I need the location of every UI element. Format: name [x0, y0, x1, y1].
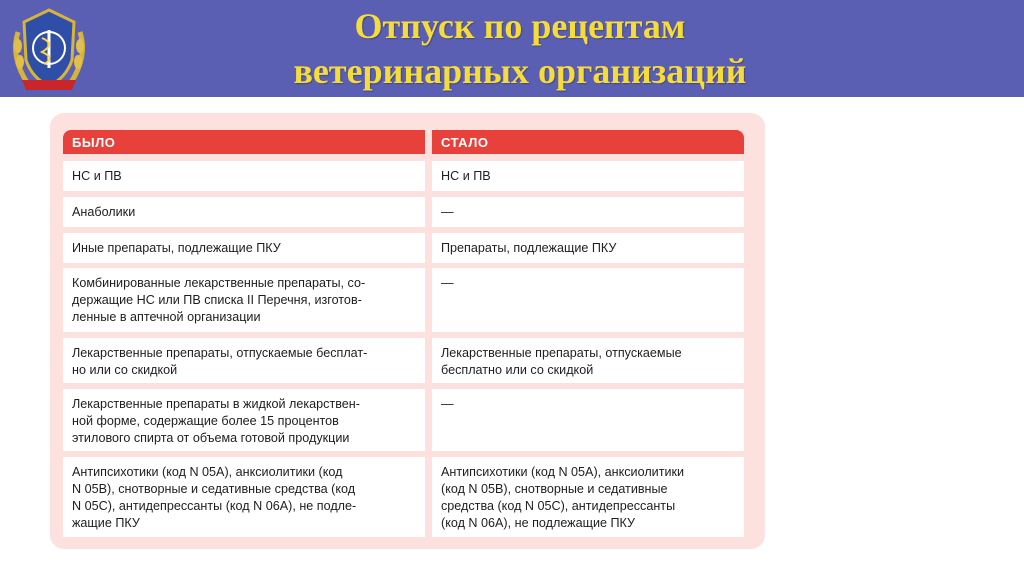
- slide-title-line-2: ветеринарных организаций: [293, 51, 747, 91]
- slide-title-line-1: Отпуск по рецептам: [354, 6, 686, 46]
- table-cell-after: Антипсихотики (код N 05A), анксиолитики (код N 05B), снотворные и седативные средства (код N 05C), антидепрессанты (код N 06A), не подлежащие ПКУ: [432, 457, 744, 537]
- table-cell-before: Иные препараты, подлежащие ПКУ: [63, 233, 425, 263]
- table-cell-after: —: [432, 197, 744, 227]
- table-cell-before: Лекарственные препараты, отпускаемые бесплат- но или со скидкой: [63, 338, 425, 383]
- table-cell-before: НС и ПВ: [63, 161, 425, 191]
- header-bar: [0, 0, 1024, 97]
- table-cell-after: НС и ПВ: [432, 161, 744, 191]
- table-cell-before: Лекарственные препараты в жидкой лекарствен- ной форме, содержащие более 15 процентов этилового спирта от объема готовой продукции: [63, 389, 425, 451]
- table-cell-after: Препараты, подлежащие ПКУ: [432, 233, 744, 263]
- table-cell-before: Антипсихотики (код N 05A), анксиолитики (код N 05B), снотворные и седативные средства (код N 05C), антидепрессанты (код N 06A), не подле- жащие ПКУ: [63, 457, 425, 537]
- table-cell-after: —: [432, 268, 744, 332]
- slide-title: [110, 4, 930, 94]
- table-cell-before: Анаболики: [63, 197, 425, 227]
- column-header-after: СТАЛО: [432, 130, 744, 154]
- table-cell-after: Лекарственные препараты, отпускаемые бесплатно или со скидкой: [432, 338, 744, 383]
- table-cell-before: Комбинированные лекарственные препараты, со- держащие НС или ПВ списка II Перечня, изготов- ленные в аптечной организации: [63, 268, 425, 332]
- table-cell-after: —: [432, 389, 744, 451]
- emblem-icon: [6, 2, 92, 94]
- column-header-before: БЫЛО: [63, 130, 425, 154]
